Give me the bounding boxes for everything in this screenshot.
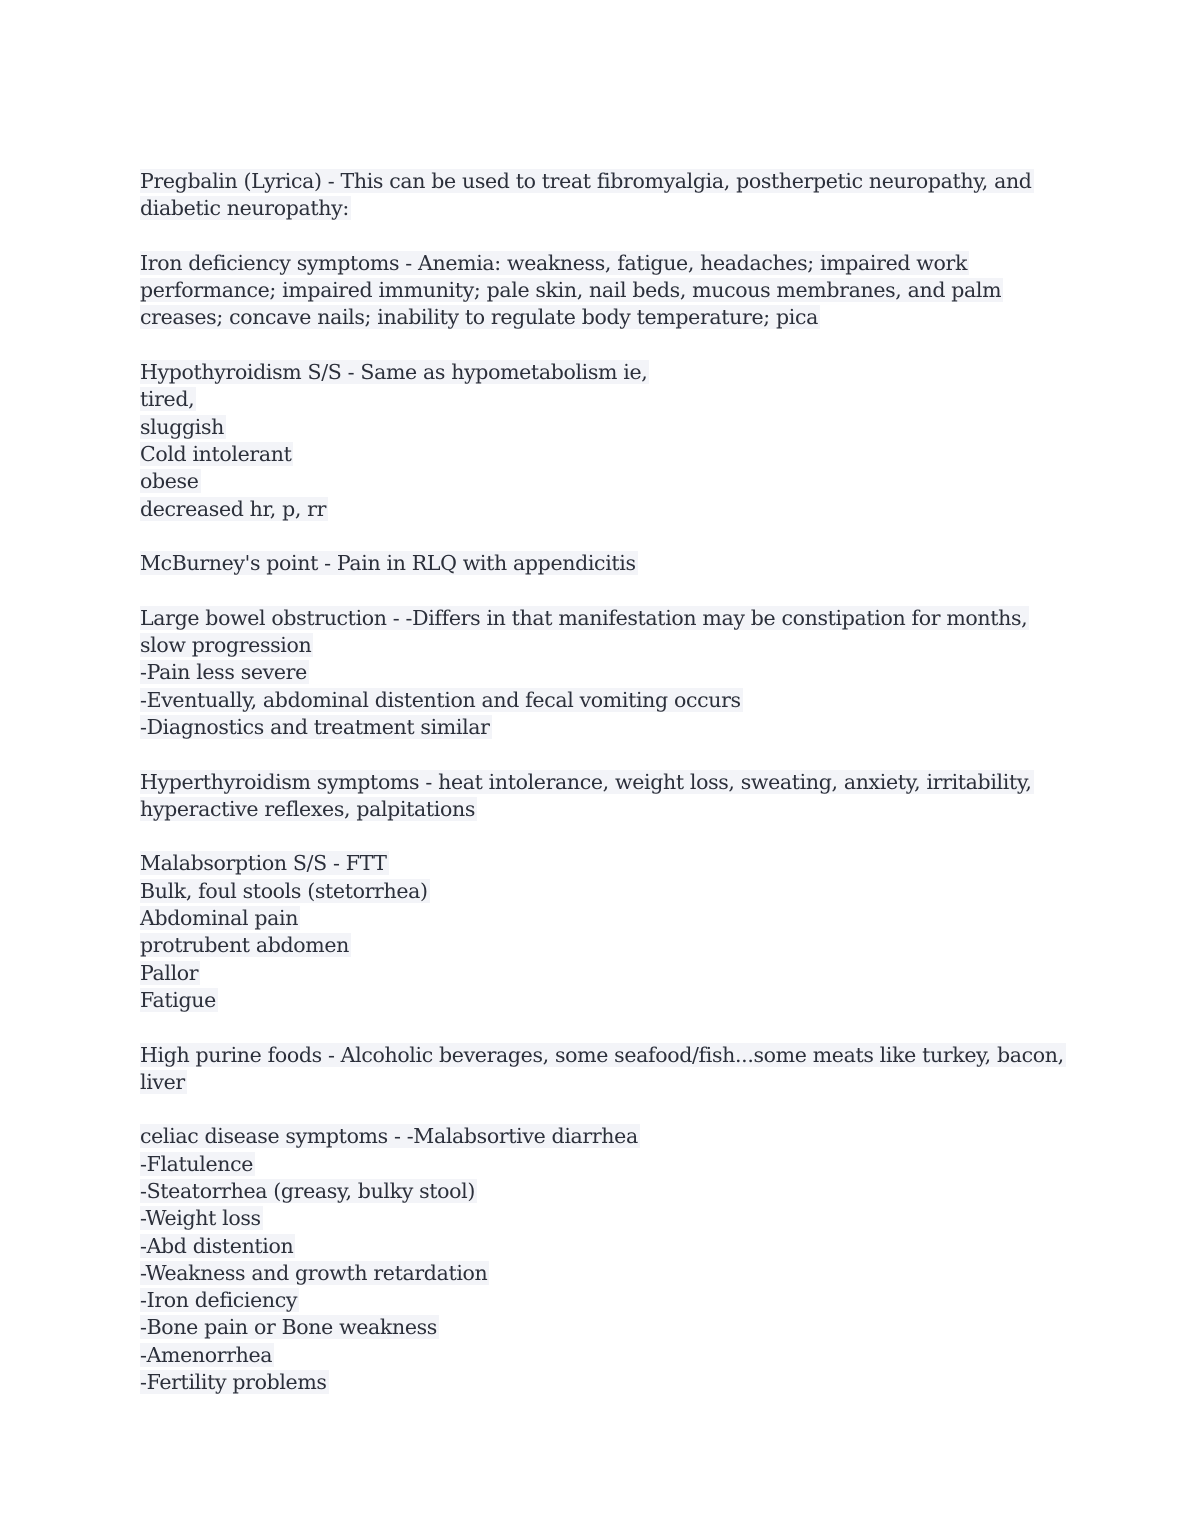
entry-text-line: obese xyxy=(140,469,199,494)
entry-text-line: protrubent abdomen xyxy=(140,933,350,958)
entry-term-line: Hyperthyroidism symptoms - heat intolerance, weight loss, sweating, anxiety, irritability, xyxy=(140,769,1032,794)
entry-term-line: McBurney's point - Pain in RLQ with appendicitis xyxy=(140,551,636,576)
entry-text-line: -Diagnostics and treatment similar xyxy=(140,714,490,739)
entry-celiac-disease xyxy=(140,1123,1060,1396)
entry-term-line: Pregbalin (Lyrica) - This can be used to treat fibromyalgia, postherpetic neuropathy, and xyxy=(140,169,1032,193)
entry-text-line: -Flatulence xyxy=(140,1151,254,1176)
entry-text-line: Cold intolerant xyxy=(140,441,292,466)
entry-hyperthyroidism xyxy=(140,769,1060,824)
entry-hypothyroidism xyxy=(140,359,1060,523)
entry-term-line: Iron deficiency symptoms - Anemia: weakness, fatigue, headaches; impaired work xyxy=(140,250,968,275)
entry-text-line: Pallor xyxy=(140,960,199,985)
entry-text-line: -Bone pain or Bone weakness xyxy=(140,1315,437,1340)
entry-text-line: diabetic neuropathy: xyxy=(140,196,349,221)
entry-text-line: hyperactive reflexes, palpitations xyxy=(140,796,476,821)
entry-text-line: -Pain less severe xyxy=(140,660,307,685)
document-body xyxy=(140,168,1064,1424)
entry-text-line: -Amenorrhea xyxy=(140,1342,273,1367)
entry-large-bowel-obstruction xyxy=(140,605,1060,741)
entry-term-line: Hypothyroidism S/S - Same as hypometabolism ie, xyxy=(140,360,648,385)
entry-pregabalin xyxy=(140,168,1060,223)
entry-term-line: Malabsorption S/S - FTT xyxy=(140,851,387,876)
entry-text-line: Bulk, foul stools (stetorrhea) xyxy=(140,878,428,903)
entry-text-line: -Iron deficiency xyxy=(140,1288,298,1313)
entry-text-line: -Eventually, abdominal distention and fecal vomiting occurs xyxy=(140,687,741,712)
entry-text-line: decreased hr, p, rr xyxy=(140,496,327,521)
entry-iron-deficiency xyxy=(140,250,1060,332)
entry-term-line: High purine foods - Alcoholic beverages, some seafood/fish...some meats like turkey, bacon, xyxy=(140,1042,1064,1067)
entry-text-line: -Weakness and growth retardation xyxy=(140,1260,488,1285)
entry-text-line: tired, xyxy=(140,387,195,412)
entry-text-line: creases; concave nails; inability to regulate body temperature; pica xyxy=(140,305,818,330)
entry-term-line: celiac disease symptoms - -Malabsortive diarrhea xyxy=(140,1124,638,1149)
entry-text-line: -Fertility problems xyxy=(140,1370,327,1395)
entry-text-line: -Abd distention xyxy=(140,1233,294,1258)
entry-text-line: liver xyxy=(140,1069,185,1094)
entry-malabsorption xyxy=(140,850,1060,1014)
entry-text-line: performance; impaired immunity; pale skin, nail beds, mucous membranes, and palm xyxy=(140,278,1002,303)
entry-high-purine-foods xyxy=(140,1042,1064,1097)
entry-text-line: sluggish xyxy=(140,414,225,439)
entry-text-line: -Weight loss xyxy=(140,1206,261,1231)
entry-text-line: -Steatorrhea (greasy, bulky stool) xyxy=(140,1178,475,1203)
entry-text-line: Abdominal pain xyxy=(140,906,299,931)
entry-term-line: Large bowel obstruction - -Differs in that manifestation may be constipation for months, xyxy=(140,605,1028,630)
entry-text-line: Fatigue xyxy=(140,987,216,1012)
entry-mcburneys-point xyxy=(140,550,1060,577)
entry-text-line: slow progression xyxy=(140,633,312,658)
